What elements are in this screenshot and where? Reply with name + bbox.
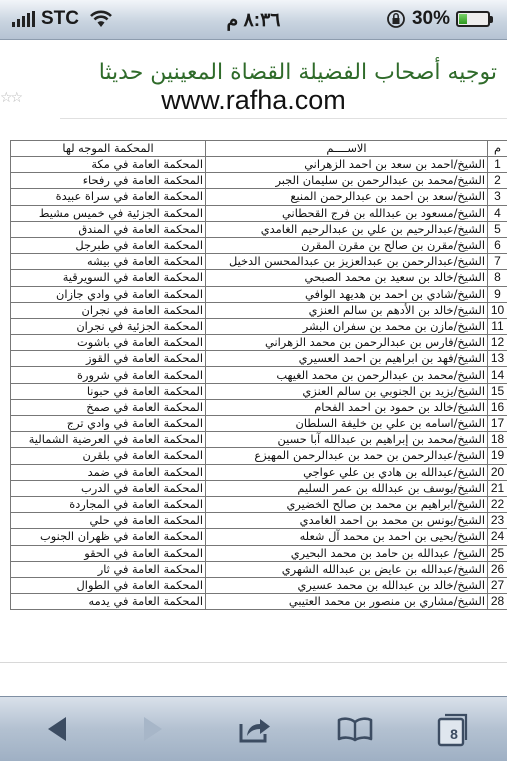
- table-row: [11, 480, 507, 496]
- court-name: المحكمة العامة في شرورة: [11, 367, 206, 383]
- bookmarks-button[interactable]: [330, 707, 380, 751]
- judge-name: الشيخ/يزيد بن الجنوبي بن سالم العنزي: [206, 383, 488, 399]
- judge-name: الشيخ/خالد بن الأدهم بن سالم العنزي: [206, 302, 488, 318]
- court-name: المحكمة العامة في العرضية الشمالية: [11, 432, 206, 448]
- court-name: المحكمة العامة في بلقرن: [11, 448, 206, 464]
- judge-name: الشيخ/اسامه بن علي بن خليفة السلطان: [206, 416, 488, 432]
- row-number: 23: [488, 513, 507, 529]
- table-body: [11, 157, 507, 610]
- row-number: 25: [488, 545, 507, 561]
- court-name: المحكمة العامة في الدرب: [11, 480, 206, 496]
- court-name: المحكمة العامة في المندق: [11, 221, 206, 237]
- judge-name: الشيخ/ابراهيم بن محمد بن صالح الخضيري: [206, 496, 488, 512]
- table-row: [11, 432, 507, 448]
- table-row: [11, 237, 507, 253]
- tab-count-badge: 8: [450, 726, 458, 742]
- court-name: المحكمة العامة في ثار: [11, 561, 206, 577]
- row-number: 11: [488, 318, 507, 334]
- judge-name: الشيخ/مشاري بن منصور بن محمد العتيبي: [206, 594, 488, 610]
- judge-name: الشيخ/خالد بن حمود بن احمد الفحام: [206, 399, 488, 415]
- court-name: المحكمة العامة في الطوال: [11, 577, 206, 593]
- row-number: 9: [488, 286, 507, 302]
- row-number: 14: [488, 367, 507, 383]
- header-name: الاســــم: [206, 141, 488, 157]
- court-name: المحكمة الجزئية في خميس مشيط: [11, 205, 206, 221]
- row-number: 28: [488, 594, 507, 610]
- table-row: [11, 416, 507, 432]
- tabs-button[interactable]: [428, 707, 478, 751]
- row-number: 26: [488, 561, 507, 577]
- row-number: 20: [488, 464, 507, 480]
- table-row: [11, 205, 507, 221]
- court-name: المحكمة العامة في رفحاء: [11, 173, 206, 189]
- table-row: [11, 254, 507, 270]
- table-row: [11, 545, 507, 561]
- rotation-lock-icon: [386, 9, 406, 29]
- judge-name: الشيخ/عبدالله بن عايض بن عبدالله الشهري: [206, 561, 488, 577]
- table-row: [11, 302, 507, 318]
- table-row: [11, 448, 507, 464]
- bookmarks-icon: [337, 716, 373, 742]
- row-number: 12: [488, 335, 507, 351]
- judge-name: الشيخ/عبدالرحمن بن عبدالعزيز بن عبدالمحسن الدخيل: [206, 254, 488, 270]
- court-name: المحكمة العامة في وادي ترج: [11, 416, 206, 432]
- judge-name: الشيخ/مسعود بن عبدالله بن فرج القحطاني: [206, 205, 488, 221]
- table-row: [11, 399, 507, 415]
- table-row: [11, 594, 507, 610]
- court-name: المحكمة العامة في باشوت: [11, 335, 206, 351]
- court-name: المحكمة العامة في نجران: [11, 302, 206, 318]
- row-number: 3: [488, 189, 507, 205]
- forward-button[interactable]: [128, 707, 178, 751]
- clock: ٨:٣٦ م: [226, 10, 281, 31]
- judge-name: الشيخ/خالد بن سعيد بن محمد الصبحي: [206, 270, 488, 286]
- court-name: المحكمة العامة في سراة عبيدة: [11, 189, 206, 205]
- court-name: المحكمة العامة في السويرقية: [11, 270, 206, 286]
- row-number: 13: [488, 351, 507, 367]
- row-number: 16: [488, 399, 507, 415]
- table-row: [11, 173, 507, 189]
- court-name: المحكمة العامة في حلي: [11, 513, 206, 529]
- judge-name: الشيخ/محمد بن عبدالرحمن بن سليمان الجبر: [206, 173, 488, 189]
- judge-name: الشيخ/فهد بن ابراهيم بن احمد العسيري: [206, 351, 488, 367]
- header-court: المحكمة الموجه لها: [11, 141, 206, 157]
- court-name: المحكمة العامة في الحقو: [11, 545, 206, 561]
- court-name: المحكمة العامة في وادي جازان: [11, 286, 206, 302]
- court-name: المحكمة العامة في صمخ: [11, 399, 206, 415]
- share-button[interactable]: [230, 707, 280, 751]
- table-row: [11, 335, 507, 351]
- judge-name: الشيخ/خالد بن عبدالله بن محمد عسيري: [206, 577, 488, 593]
- battery-icon: [456, 11, 493, 27]
- judge-name: الشيخ/يونس بن محمد بن احمد الغامدي: [206, 513, 488, 529]
- court-name: المحكمة العامة في ضمد: [11, 464, 206, 480]
- court-name: المحكمة العامة في حبونا: [11, 383, 206, 399]
- judge-name: الشيخ/عبدالله بن هادي بن علي عواجي: [206, 464, 488, 480]
- table-row: [11, 513, 507, 529]
- table-row: [11, 351, 507, 367]
- web-page-content[interactable]: [0, 40, 507, 696]
- table-row: [11, 318, 507, 334]
- court-name: المحكمة الجزئية في نجران: [11, 318, 206, 334]
- table-row: [11, 157, 507, 173]
- judge-name: الشيخ/فارس بن عبدالرحمن بن محمد الزهراني: [206, 335, 488, 351]
- row-number: 27: [488, 577, 507, 593]
- table-row: [11, 189, 507, 205]
- content-divider: [0, 662, 507, 663]
- battery-status: [386, 8, 493, 30]
- table-row: [11, 367, 507, 383]
- row-number: 15: [488, 383, 507, 399]
- table-row: [11, 577, 507, 593]
- header-num: م: [488, 141, 507, 157]
- row-number: 22: [488, 496, 507, 512]
- court-name: المحكمة العامة في ظهران الجنوب: [11, 529, 206, 545]
- court-name: المحكمة العامة في مكة: [11, 157, 206, 173]
- row-number: 8: [488, 270, 507, 286]
- judge-name: الشيخ/عبدالرحمن بن حمد بن عبدالرحمن المهيزع: [206, 448, 488, 464]
- browser-toolbar: [0, 696, 507, 761]
- judges-table: [10, 140, 507, 610]
- judge-name: الشيخ/محمد بن إبراهيم بن عبدالله آبا حسين: [206, 432, 488, 448]
- battery-percent: 30%: [411, 8, 450, 29]
- judge-name: الشيخ/احمد بن سعد بن احمد الزهراني: [206, 157, 488, 173]
- table-row: [11, 561, 507, 577]
- share-icon: [238, 714, 272, 744]
- judge-name: الشيخ/محمد بن عبدالرحمن بن محمد الغيهب: [206, 367, 488, 383]
- table-row: [11, 529, 507, 545]
- judge-name: الشيخ/يوسف بن عبدالله بن عمر السليم: [206, 480, 488, 496]
- judge-name: الشيخ/يحيى بن احمد بن محمد آل شعله: [206, 529, 488, 545]
- table-header-row: [11, 141, 507, 157]
- watermark-url: www.rafha.com: [161, 85, 346, 115]
- judge-name: الشيخ/مازن بن محمد بن سفران البشر: [206, 318, 488, 334]
- row-number: 6: [488, 237, 507, 253]
- back-button[interactable]: [32, 707, 82, 751]
- row-number: 1: [488, 157, 507, 173]
- page-title[interactable]: توجيه أصحاب الفضيلة القضاة المعينين حديثا: [98, 60, 497, 85]
- title-divider: [60, 118, 507, 119]
- table-row: [11, 383, 507, 399]
- row-number: 2: [488, 173, 507, 189]
- status-bar: [0, 0, 507, 40]
- row-number: 24: [488, 529, 507, 545]
- carrier-name: STC: [41, 8, 79, 29]
- table-row: [11, 270, 507, 286]
- judge-name: الشيخ/سعد بن احمد بن عبدالرحمن المنيع: [206, 189, 488, 205]
- row-number: 4: [488, 205, 507, 221]
- judge-name: الشيخ/عبدالرحيم بن علي بن عبدالرحيم الغامدي: [206, 221, 488, 237]
- judge-name: الشيخ/ عبدالله بن حامد بن محمد البحيري: [206, 545, 488, 561]
- rating-stars-icon: ☆☆: [0, 90, 22, 106]
- row-number: 21: [488, 480, 507, 496]
- court-name: المحكمة العامة في بيشه: [11, 254, 206, 270]
- row-number: 18: [488, 432, 507, 448]
- court-name: المحكمة العامة في طبرجل: [11, 237, 206, 253]
- table-row: [11, 464, 507, 480]
- back-arrow-icon: [44, 715, 70, 743]
- table-row: [11, 286, 507, 302]
- row-number: 10: [488, 302, 507, 318]
- row-number: 7: [488, 254, 507, 270]
- forward-arrow-icon: [140, 715, 166, 743]
- judge-name: الشيخ/شادي بن احمد بن هديهد الوافي: [206, 286, 488, 302]
- court-name: المحكمة العامة في القوز: [11, 351, 206, 367]
- row-number: 19: [488, 448, 507, 464]
- judges-table-container: [10, 140, 507, 610]
- row-number: 5: [488, 221, 507, 237]
- judge-name: الشيخ/مقرن بن صالح بن مقرن المقرن: [206, 237, 488, 253]
- table-row: [11, 496, 507, 512]
- court-name: المحكمة العامة في يدمه: [11, 594, 206, 610]
- table-row: [11, 221, 507, 237]
- court-name: المحكمة العامة في المجاردة: [11, 496, 206, 512]
- row-number: 17: [488, 416, 507, 432]
